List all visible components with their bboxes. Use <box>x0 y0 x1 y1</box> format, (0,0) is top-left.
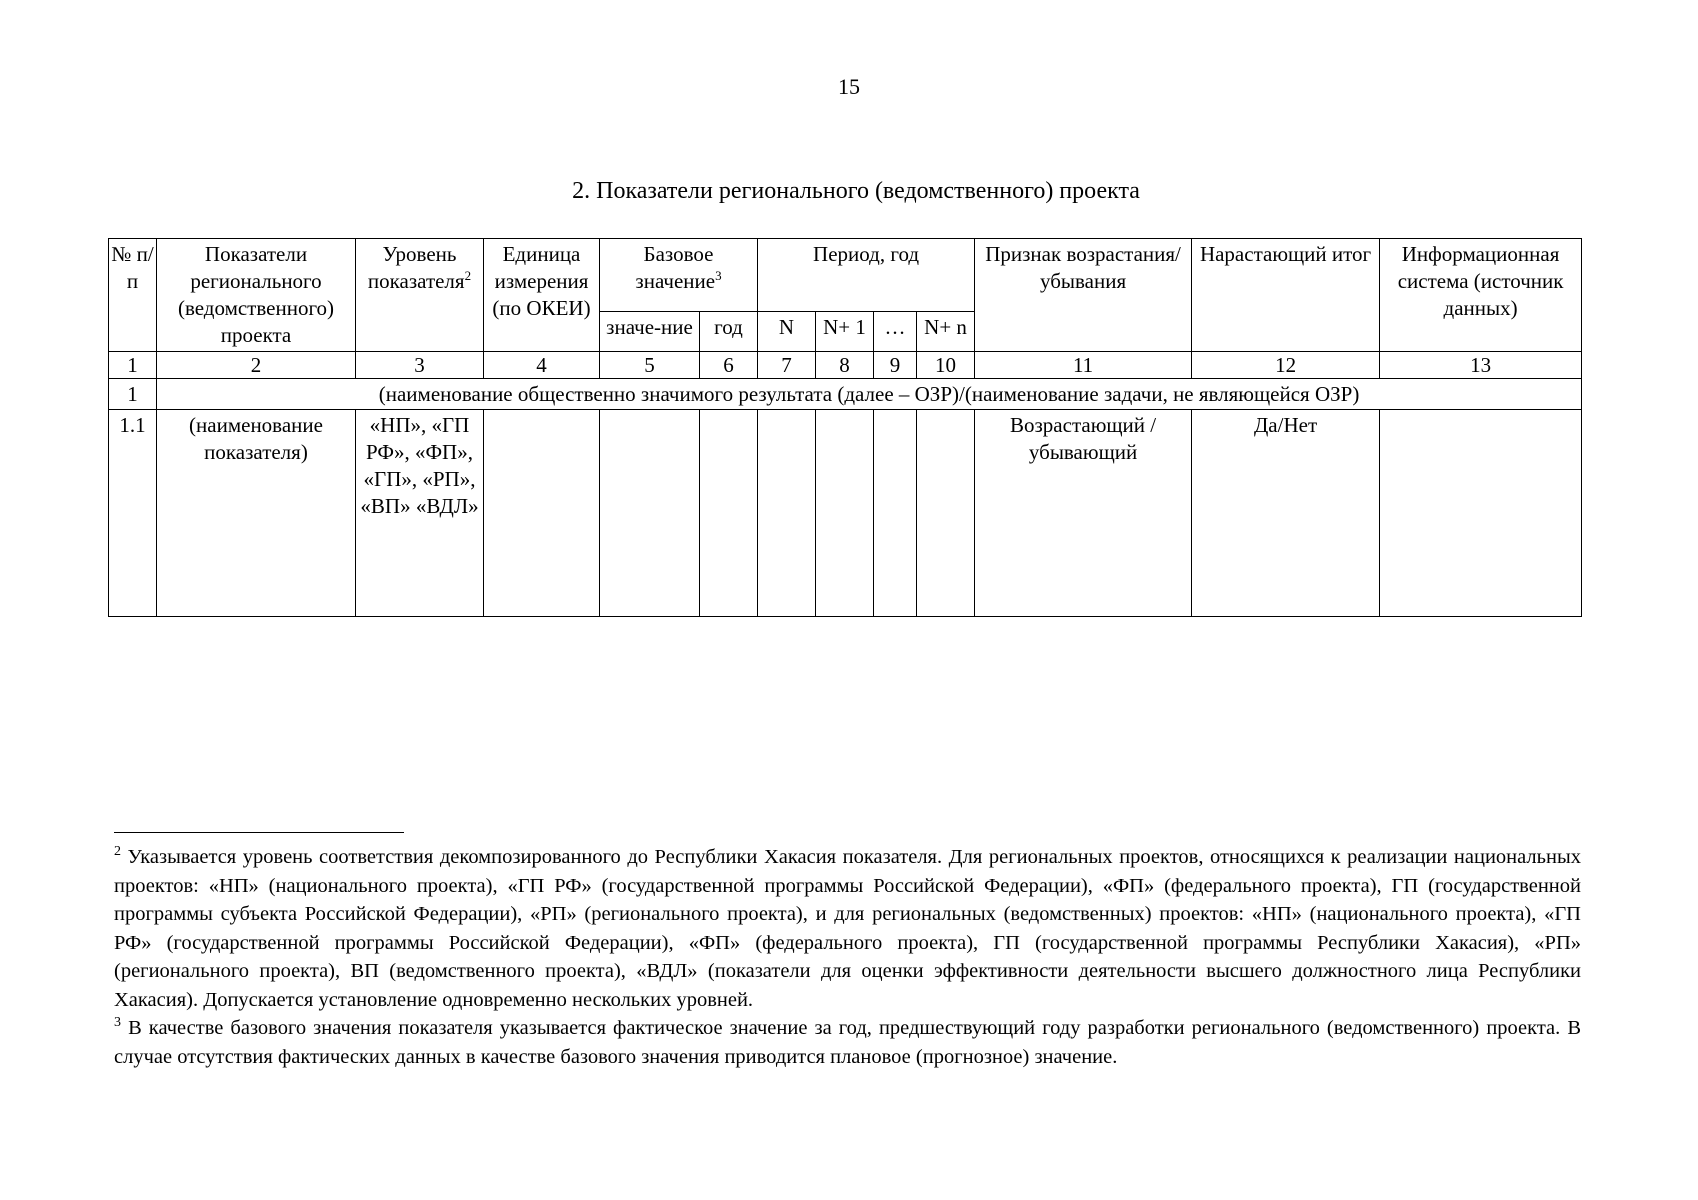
row-info-system <box>1380 410 1582 617</box>
column-number: 13 <box>1380 352 1582 379</box>
row-num: 1.1 <box>109 410 157 617</box>
header-period-n: N <box>758 312 816 352</box>
section-title: 2. Показатели регионального (ведомственного) проекта <box>572 178 1140 204</box>
column-number: 7 <box>758 352 816 379</box>
footnote-marker: 3 <box>114 1015 121 1031</box>
column-number-row <box>109 352 1582 379</box>
footnote-ref-3: 3 <box>715 268 722 283</box>
table-row <box>109 410 1582 617</box>
footnotes <box>114 843 1581 1071</box>
header-unit: Единица измерения (по ОКЕИ) <box>484 239 600 352</box>
column-number: 3 <box>356 352 484 379</box>
header-period-nn: N+ n <box>917 312 975 352</box>
row-period-nn <box>917 410 975 617</box>
column-number: 2 <box>157 352 356 379</box>
row-period-dots <box>874 410 917 617</box>
column-number: 5 <box>600 352 700 379</box>
header-period: Период, год <box>758 239 975 312</box>
header-num: № п/п <box>109 239 157 352</box>
row-unit <box>484 410 600 617</box>
row-trend: Возрастающий / убывающий <box>975 410 1192 617</box>
indicators-table <box>108 238 1582 617</box>
header-info-system: Информационная система (источник данных) <box>1380 239 1582 352</box>
row-base-year <box>700 410 758 617</box>
footnote-3 <box>114 1014 1581 1071</box>
header-period-dots: … <box>874 312 917 352</box>
row-base-value <box>600 410 700 617</box>
footnote-separator <box>114 832 404 833</box>
header-level-label: Уровень показателя <box>367 242 465 293</box>
column-number: 4 <box>484 352 600 379</box>
footnote-2 <box>114 843 1581 1014</box>
column-number: 6 <box>700 352 758 379</box>
row-cumulative: Да/Нет <box>1192 410 1380 617</box>
row-indicator: (наименование показателя) <box>157 410 356 617</box>
column-number: 1 <box>109 352 157 379</box>
column-number: 9 <box>874 352 917 379</box>
header-base-value: значе-ние <box>600 312 700 352</box>
footnote-ref-2: 2 <box>464 268 472 283</box>
row-period-n1 <box>816 410 874 617</box>
header-base <box>600 239 758 312</box>
page-number: 15 <box>838 74 860 99</box>
header-base-year: год <box>700 312 758 352</box>
header-base-label: Базовое значение <box>635 242 716 293</box>
header-trend: Признак возрастания/ убывания <box>975 239 1192 352</box>
header-level <box>356 239 484 352</box>
column-number: 11 <box>975 352 1192 379</box>
row-level: «НП», «ГП РФ», «ФП», «ГП», «РП», «ВП» «ВДЛ» <box>356 410 484 617</box>
header-indicator: Показатели регионального (ведомственного) проекта <box>157 239 356 352</box>
footnote-marker: 2 <box>114 844 121 860</box>
column-number: 10 <box>917 352 975 379</box>
column-number: 8 <box>816 352 874 379</box>
header-row-1 <box>109 239 1582 312</box>
footnote-text: В качестве базового значения показателя указывается фактическое значение за год, предшествующий году разработки регионального (ведомственного) проекта. В случае отсутствия фактических данных в качестве базового значения приводится плановое (прогнозное) значение. <box>114 1017 1581 1068</box>
row-period-n <box>758 410 816 617</box>
footnote-text: Указывается уровень соответствия декомпозированного до Республики Хакасия показателя. Для региональных проектов, относящихся к реализации национальных проектов: «НП» (национального проекта), «ГП РФ» (государственной программы Российской Федерации), «ФП» (федерального проекта), ГП (государственной программы субъекта Российской Федерации), «РП» (регионального проекта), и для региональных (ведомственных) проектов: «НП» (национального проекта), «ГП РФ» (государственной программы Российской Федерации), «ФП» (федерального проекта), ГП (государственной программы Республики Хакасия), «РП» (регионального проекта), ВП (ведомственного проекта), «ВДЛ» (показатели для оценки эффективности деятельности высшего должностного лица Республики Хакасия). Допускается установление одновременно нескольких уровней. <box>114 846 1581 1011</box>
ozr-row <box>109 379 1582 410</box>
header-cumulative: Нарастающий итог <box>1192 239 1380 352</box>
header-period-n1: N+ 1 <box>816 312 874 352</box>
ozr-num: 1 <box>109 379 157 410</box>
column-number: 12 <box>1192 352 1380 379</box>
ozr-text: (наименование общественно значимого результата (далее – ОЗР)/(наименование задачи, не являющейся ОЗР) <box>157 379 1582 410</box>
